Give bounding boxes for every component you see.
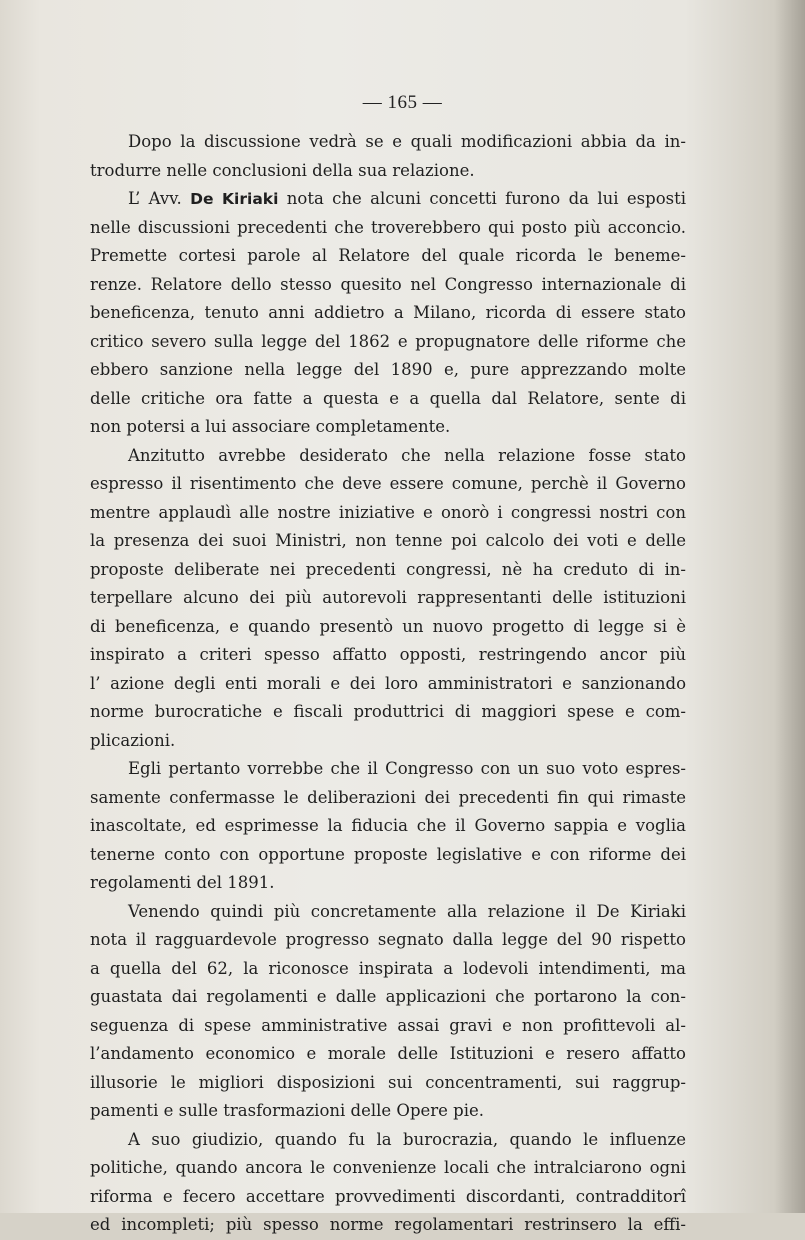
text-line: pamenti e sulle trasformazioni delle Opere pie.: [90, 1101, 485, 1120]
text-line: regolamenti del 1891.: [90, 873, 275, 892]
text-line: delle critiche ora fatte a questa e a quella dal Relatore, sente di: [90, 388, 686, 408]
text-line: seguenza di spese amministrative assai gravi e non profittevoli al-: [90, 1015, 686, 1035]
text-line: renze. Relatore dello stesso quesito nel Congresso internazionale di: [90, 274, 686, 294]
text-line: terpellare alcuno dei più autorevoli rappresentanti delle istituzioni: [90, 588, 686, 607]
text-line: nota il ragguardevole progresso segnato dalla legge del 90 rispetto: [90, 930, 686, 949]
text-line: di beneficenza, e quando presentò un nuovo progetto di legge si è: [90, 616, 686, 636]
text-segment: L’ Avv.: [128, 189, 191, 208]
text-line: Venendo quindi più concretamente alla relazione il De Kiriaki: [128, 901, 686, 921]
text-line: tenerne conto con opportune proposte legislative e con riforme dei: [90, 844, 686, 864]
text-segment: nota che alcuni concetti furono da lui esposti: [278, 189, 687, 208]
body-text: [90, 128, 686, 1240]
text-line: nelle discussioni precedenti che troverebbero qui posto più acconcio.: [90, 217, 686, 237]
text-line: inspirato a criteri spesso affatto opposti, restringendo ancor più: [90, 645, 686, 664]
text-line: norme burocratiche e fiscali produttrici di maggiori spese e com-: [90, 702, 686, 721]
text-line: la presenza dei suoi Ministri, non tenne poi calcolo dei voti e delle: [90, 531, 686, 550]
page-number: — 165 —: [362, 92, 443, 113]
text-line: beneficenza, tenuto anni addietro a Milano, ricorda di essere stato: [90, 303, 686, 322]
text-line: espresso il risentimento che deve essere comune, perchè il Governo: [90, 474, 686, 493]
text-line: politiche, quando ancora le convenienze locali che intralciarono ogni: [90, 1158, 686, 1177]
text-line: inascoltate, ed esprimesse la fiducia che il Governo sappia e voglia: [90, 816, 686, 835]
text-line: riforma e fecero accettare provvedimenti discordanti, contradditorî: [90, 1186, 686, 1206]
text-line: illusorie le migliori disposizioni sui concentramenti, sui raggrup-: [90, 1072, 686, 1092]
text-line: Dopo la discussione vedrà se e quali modificazioni abbia da in-: [128, 132, 686, 151]
text-line: Premette cortesi parole al Relatore del quale ricorda le beneme-: [90, 246, 686, 265]
text-line: samente confermasse le deliberazioni dei precedenti fin qui rimaste: [90, 787, 686, 807]
speaker-name: De Kiriaki: [190, 190, 279, 208]
text-line: Anzitutto avrebbe desiderato che nella relazione fosse stato: [128, 445, 686, 465]
text-line: l’andamento economico e morale delle Istituzioni e resero affatto: [90, 1044, 686, 1063]
text-line: l’ azione degli enti morali e dei loro amministratori e sanzionando: [90, 673, 686, 693]
text-line: [90, 185, 686, 214]
text-line: critico severo sulla legge del 1862 e propugnatore delle riforme che: [90, 331, 686, 351]
text-line: trodurre nelle conclusioni della sua relazione.: [90, 160, 475, 180]
text-line: mentre applaudì alle nostre iniziative e onorò i congressi nostri con: [90, 502, 686, 522]
text-line: A suo giudizio, quando fu la burocrazia, quando le influenze: [128, 1129, 686, 1149]
text-line: plicazioni.: [90, 730, 176, 750]
text-line: guastata dai regolamenti e dalle applicazioni che portarono la con-: [90, 987, 686, 1006]
text-line: a quella del 62, la riconosce inspirata a lodevoli intendimenti, ma: [90, 958, 686, 978]
page-edge-shadow: [775, 0, 805, 1213]
text-line: proposte deliberate nei precedenti congressi, nè ha creduto di in-: [90, 559, 686, 579]
text-line: ebbero sanzione nella legge del 1890 e, pure apprezzando molte: [90, 360, 686, 379]
text-line: Egli pertanto vorrebbe che il Congresso con un suo voto espres-: [128, 759, 686, 778]
text-line: non potersi a lui associare completamente.: [90, 417, 451, 436]
text-line: ed incompleti; più spesso norme regolamentari restrinsero la effi-: [90, 1215, 686, 1234]
